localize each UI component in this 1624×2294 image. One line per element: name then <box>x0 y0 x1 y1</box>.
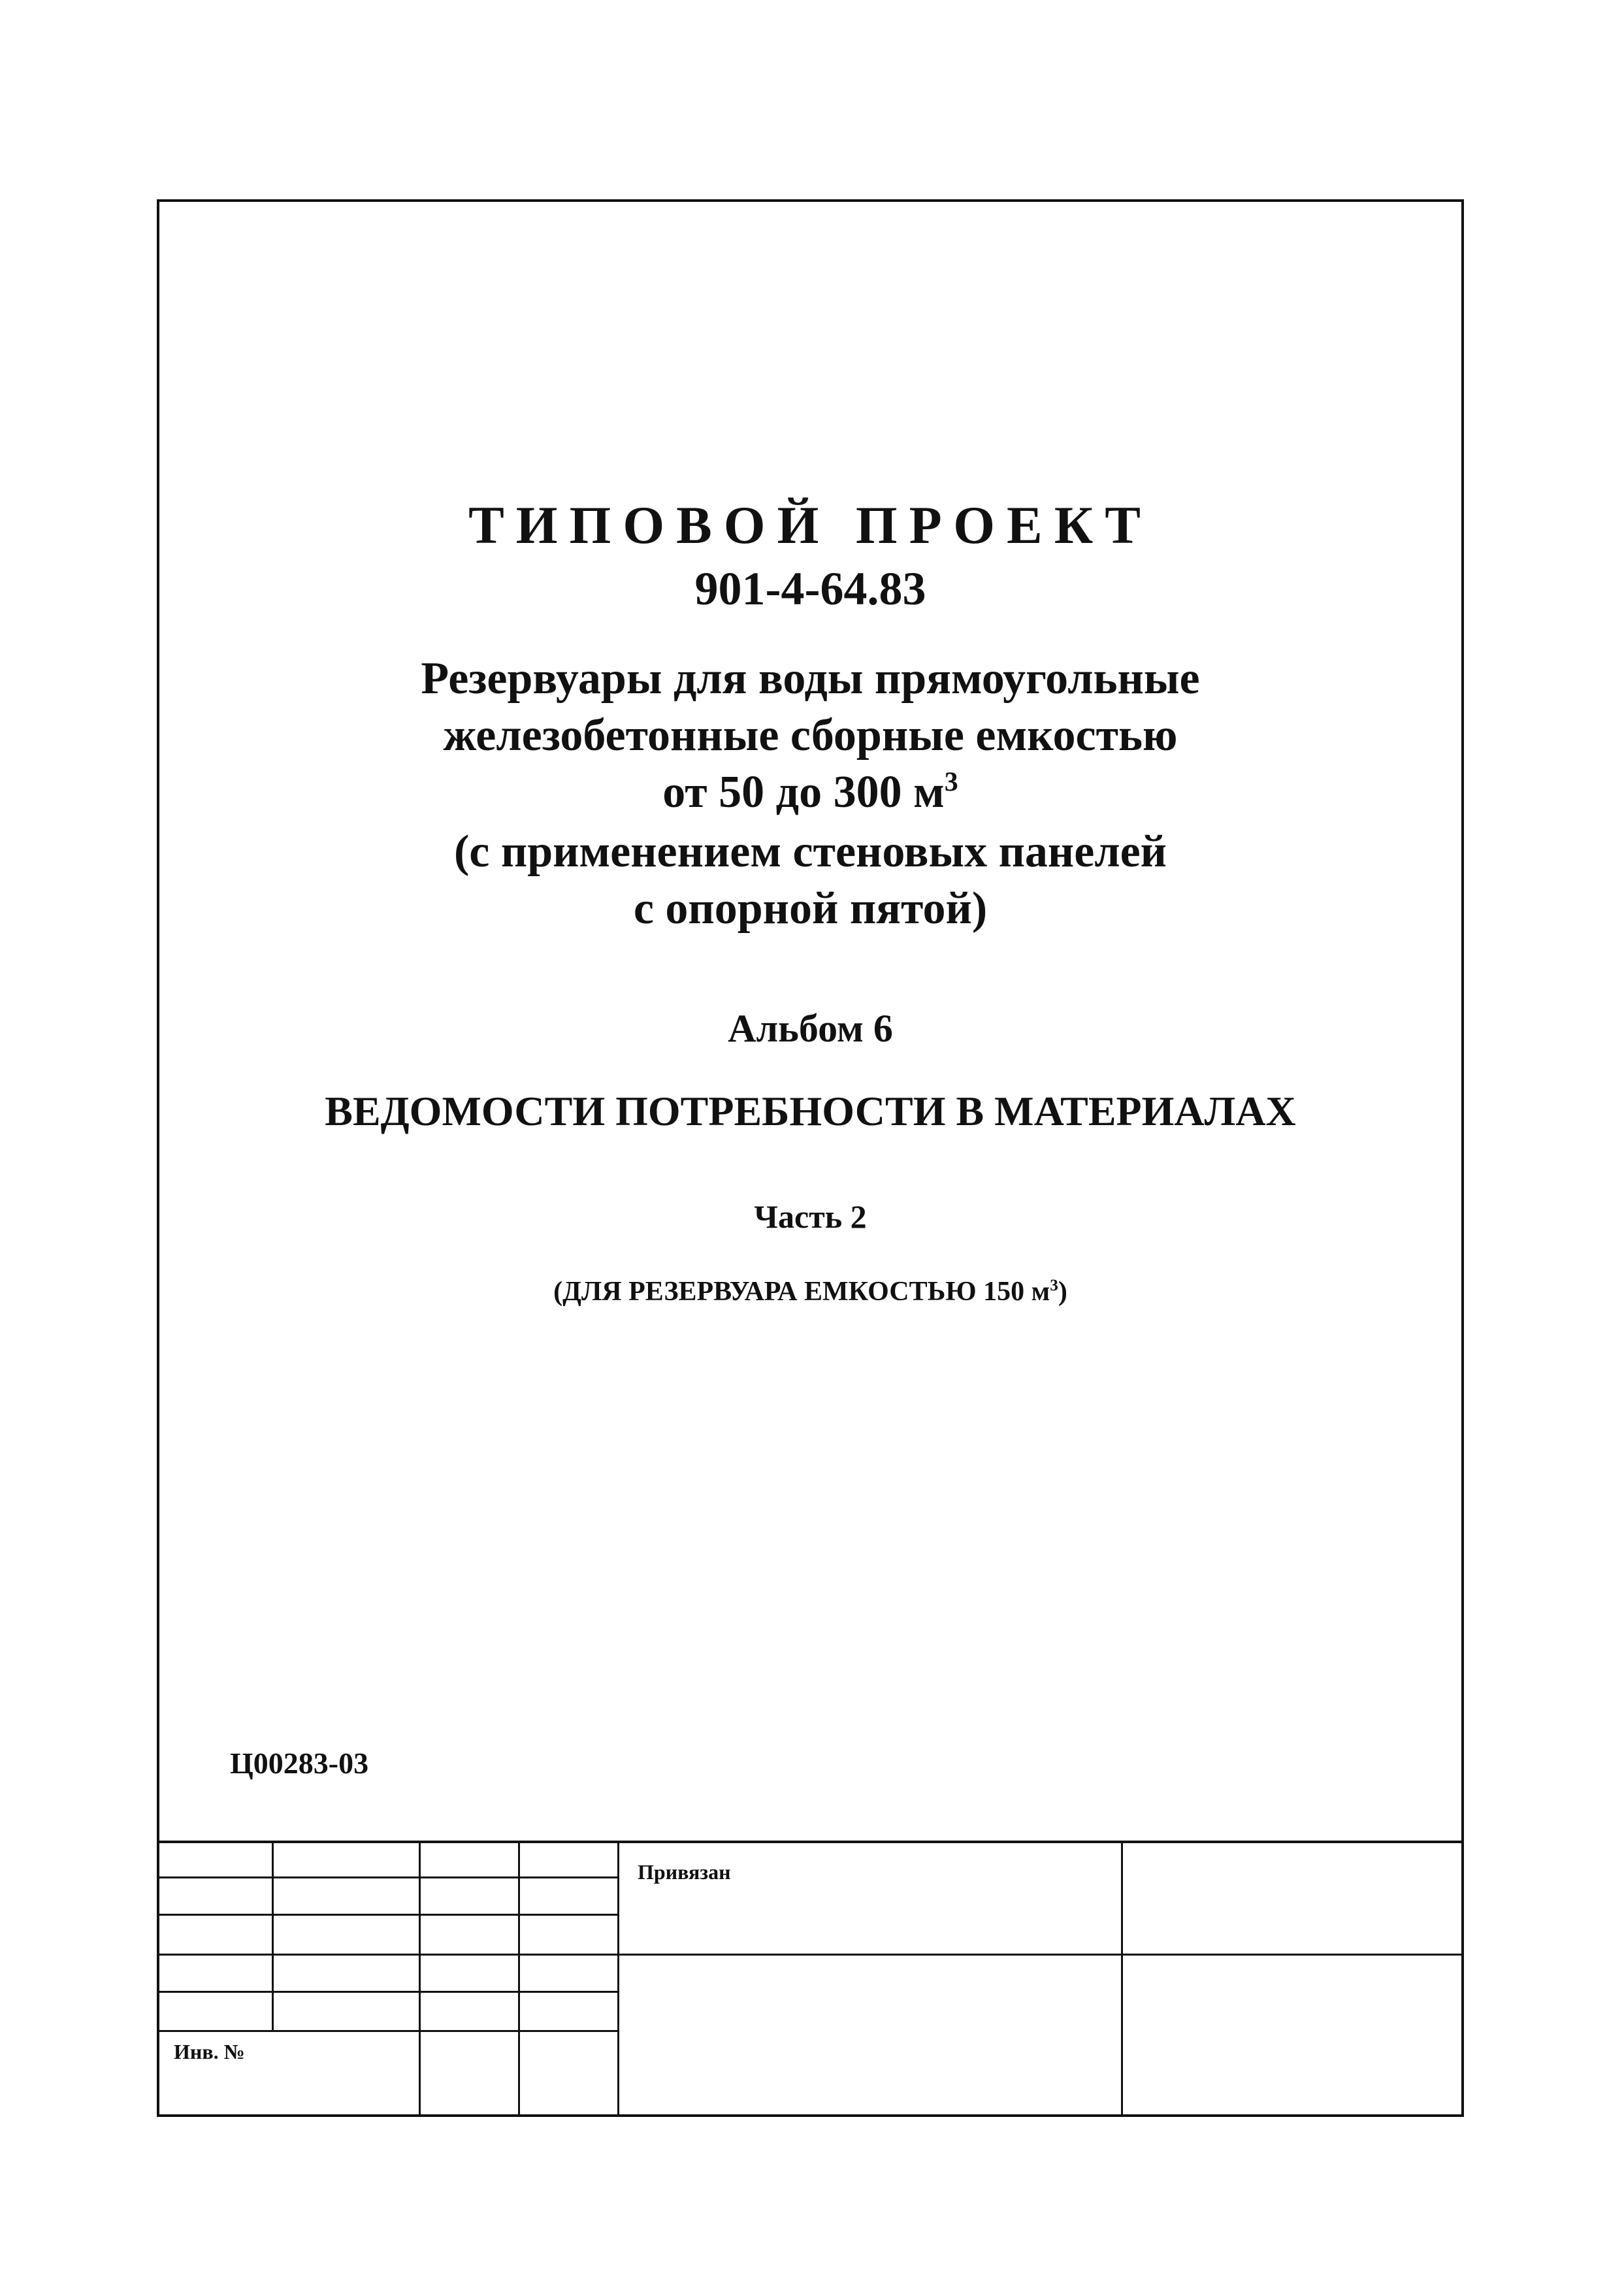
doc-heading: ТИПОВОЙ ПРОЕКТ <box>468 495 1152 555</box>
part-label: Часть 2 <box>754 1198 867 1235</box>
album-label: Альбом 6 <box>728 1007 893 1050</box>
bound-label: Привязан <box>638 1860 731 1884</box>
page-frame <box>157 199 1464 2117</box>
note-line-1: (с применением стеновых панелей <box>453 827 1167 877</box>
section-title: ВЕДОМОСТИ ПОТРЕБНОСТИ В МАТЕРИАЛАХ <box>325 1088 1296 1134</box>
part-note: (ДЛЯ РЕЗЕРВУАРА ЕМКОСТЬЮ 150 $м^3$) <box>553 1277 1067 1307</box>
note <box>157 823 1464 937</box>
stamp-table <box>157 1841 1464 2117</box>
document-code: Ц00283-03 <box>230 1746 369 1780</box>
note-line-2: с опорной пятой) <box>633 883 988 934</box>
description-line-1: Резервуары для воды прямоугольные <box>421 653 1200 704</box>
description-line-2: железобетонные сборные емкостью <box>443 710 1178 761</box>
inv-number-label: Инв. № <box>174 2040 245 2063</box>
project-number: 901-4-64.83 <box>694 563 926 615</box>
description <box>157 650 1464 821</box>
volume-range: от 50 до 300 $м^3$ <box>662 767 958 817</box>
